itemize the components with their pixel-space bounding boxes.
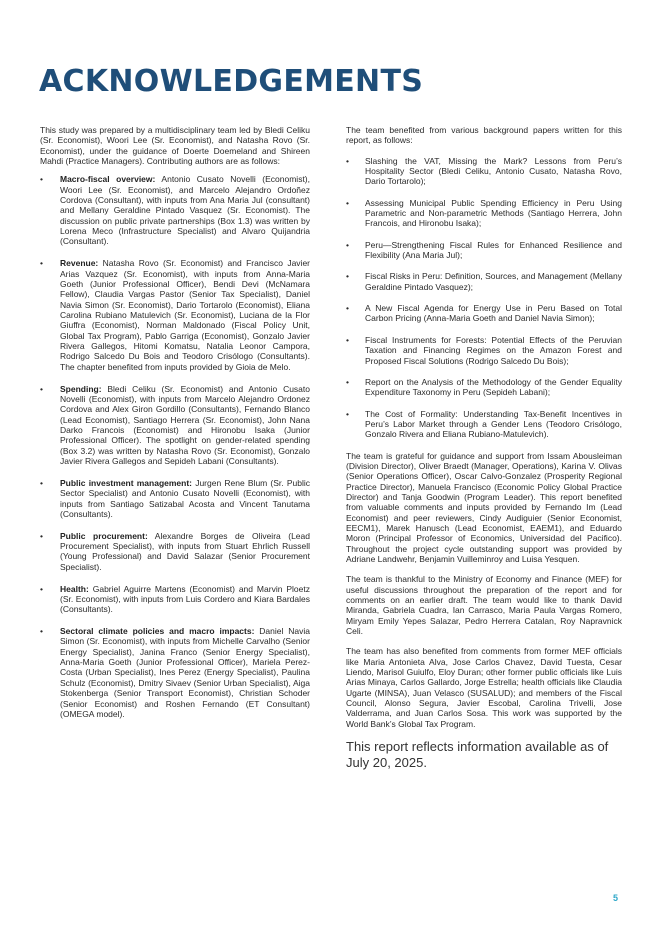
list-item: • Fiscal Risks in Peru: Definition, Sources, and Management (Mellany Geraldine Pintado Vasquez); — [346, 271, 622, 292]
item-text: Natasha Rovo (Sr. Economist) and Francisco Javier Arias Vazquez (Sr. Economist), with inputs from Anna-Maria Goeth (Junior Professional Officer), Bendi Devi (McNamara Fellow), Claudia Vargas Pastor (Senior Tax Specialist), Daniel Navia Simon (Sr. Economist), Dario Tortarolo (Economist), Eliana Carolina Rubiano Matulevich (Sr. Economist), Luciana de la Flor Giuffra (Economist), Norman Maldonado (Fiscal Policy Unit, Global Tax Program), Pablo Garriga (Economist), Gonzalo Javier Rivera Gallegos, Hitomi Komatsu, Natalia Leonor Campora, Rodrigo Salcedo Du Bois and Teodoro Crisólogo (Consultants). The chapter benefited from inputs provided by Gioia de Melo. — [60, 258, 310, 372]
background-papers-list — [346, 156, 622, 440]
item-label: Revenue: — [60, 258, 99, 269]
page-number: 5 — [613, 893, 619, 903]
left-column — [40, 125, 310, 731]
list-item — [40, 478, 310, 519]
list-item: • Assessing Municipal Public Spending Efficiency in Peru Using Parametric and Non-parametric Methods (Santiago Herrera, John Francois, and Hironobu Isaka); — [346, 198, 622, 229]
list-item: • Report on the Analysis of the Methodology of the Gender Equality Expenditure Taxonomy in Peru (Sepideh Labani); — [346, 377, 622, 398]
intro-paragraph: This study was prepared by a multidisciplinary team led by Bledi Celiku (Sr. Economist), Woori Lee (Sr. Economist), and Natasha Rovo (Sr. Economist), under the guidance of Doerte Doemeland and Shireen Mahdi (Practice Managers). Contributing authors are as follows: — [40, 125, 310, 167]
item-label: Spending: — [60, 383, 102, 394]
closing-statement: This report reflects information available as of July 20, 2025. — [346, 739, 609, 771]
papers-intro: The team benefited from various background papers written for this report, as follows: — [346, 125, 622, 146]
item-text: Jurgen Rene Blum (Sr. Public Sector Specialist) and Antonio Cusato Novelli (Economist), with inputs from Santiago Satizabal Acosta and Vincent Tanutama (Consultants). — [60, 477, 310, 519]
item-label: Public investment management: — [60, 477, 193, 488]
guidance-paragraph: The team is grateful for guidance and support from Issam Abousleiman (Division Director), Oliver Braedt (Manager, Operations), Karina V. Olivas (Senior Operations Officer), Oscar Calvo-Gonzalez (Prosperity Regional Practice Director), Manuela Francisco (Economic Policy Global Practice Director) and Tanja Goodwin (Program Leader). This report benefited from valuable comments and inputs provided by Fernando Im (Lead Economist) and peer reviewers, Cindy Audiguier (Senior Economist, EECM1), Marek Hanusch (Lead Economist, EAEM1), and Eduardo Moron (Principal Professor of Economics, Universidad del Pacifico). Throughout the project cycle outstanding support was provided by Adriane Landwehr, Benjamin Vuilleminroy and Luisa Yesquen. — [346, 450, 622, 564]
item-text: Bledi Celiku (Sr. Economist) and Antonio Cusato Novelli (Economist), with inputs from Marcelo Alejandro Ordonez Cordova and Alex Giron Gordillo (Consultants), Fernando Blanco (Lead Economist), Santiago Herrera (Sr. Economist), John Nana Darko Francois (Economist) and Hironobu Isaka (Junior Professional Officer). The spotlight on gender-related spending (Box 3.2) was written by Natasha Rovo (Sr. Economist), Gonzalo Javier Rivera Gallegos and Sepideh Labani (Consultants). — [60, 383, 310, 466]
list-item — [40, 384, 310, 467]
item-label: Macro-fiscal overview: — [60, 174, 156, 185]
page-title: ACKNOWLEDGEMENTS — [39, 64, 424, 99]
list-item — [40, 531, 310, 572]
list-item — [40, 174, 310, 246]
item-text: Alexandre Borges de Oliveira (Lead Procurement Specialist), with inputs from Stuart Ehrlich Russell (Young Professional) and David Salazar (Senior Procurement Specialist). — [60, 530, 310, 572]
item-text: Daniel Navia Simon (Sr. Economist), with inputs from Michelle Carvalho (Senior Energy Specialist), Janina Franco (Senior Energy Specialist), Anna-Maria Goeth (Junior Professional Officer), Mariela Perez-Costa (Urban Specialist), Ines Perez (Energy Specialist), Paulina Schulz (Economist), Dmitry Sivaev (Senior Urban Specialist), Aiga Stokenberga (Senior Transport Economist), Christian Schoder (Senior Economist) and Roshen Fernando (ET Consultant) (OMEGA model). — [60, 626, 310, 719]
list-item: • Fiscal Instruments for Forests: Potential Effects of the Peruvian Taxation and Financing Regimes on the Amazon Forest and Proposed Fiscal Solutions (Rodrigo Salcedo Du Bois); — [346, 335, 622, 366]
contributors-list — [40, 174, 310, 719]
comments-paragraph: The team has also benefited from comments from former MEF officials like Maria Antonieta Alva, Jose Carlos Chavez, David Tuesta, Cesar Liendo, Marisol Guiulfo, Eloy Duran; other former public officials like Luis Arias Minaya, Carlos Gallardo, Jorge Estrella; health officials like Claudia Ugarte (MINSA), Juan Velasco (SUSALUD); and members of the Fiscal Council, Alonso Segura, Javier Escobal, Carolina Trivelli, Jose Valderrama, and Juan Carlos Sosa. This work was supported by the World Bank’s Global Tax Program. — [346, 646, 622, 729]
list-item — [40, 626, 310, 719]
list-item: • Slashing the VAT, Missing the Mark? Lessons from Peru’s Hospitality Sector (Bledi Celiku, Antonio Cusato, Natasha Rovo, Dario Tortarolo); — [346, 156, 622, 187]
list-item — [40, 584, 310, 615]
list-item — [40, 258, 310, 372]
right-column — [346, 125, 622, 781]
item-label: Sectoral climate policies and macro impacts: — [60, 626, 255, 637]
list-item: • A New Fiscal Agenda for Energy Use in Peru Based on Total Carbon Pricing (Anna-Maria Goeth and Daniel Navia Simon); — [346, 303, 622, 324]
item-label: Public procurement: — [60, 530, 148, 541]
list-item: • Peru—Strengthening Fiscal Rules for Enhanced Resilience and Flexibility (Ana Maria Jul); — [346, 240, 622, 261]
list-item: • The Cost of Formality: Understanding Tax-Benefit Incentives in Peru’s Labor Market through a Gender Lens (Teodoro Crisólogo, Gonzalo Rivera and Eliana Rubiano-Matulevich). — [346, 409, 622, 440]
item-text: Gabriel Aguirre Martens (Economist) and Marvin Ploetz (Sr. Economist), with inputs from Luis Cordero and Kiara Bardales (Consultants). — [60, 583, 310, 615]
item-label: Health: — [60, 583, 89, 594]
mef-paragraph: The team is thankful to the Ministry of Economy and Finance (MEF) for useful discussions throughout the preparation of the report and for comments on an earlier draft. The team would like to thank David Miranda, Gabriela Cuadra, Ian Carrasco, Maria Paula Vargas Romero, Miryam Emily Yepes Salazar, Pedro Herrera Catalan, Roy Napravnick Celi. — [346, 574, 622, 637]
item-text: Antonio Cusato Novelli (Economist), Woori Lee (Sr. Economist), and Marcelo Alejandro Ordoñez Cordova (Consultant), with inputs from Ana Maria Jul (consultant) and Mellany Geraldine Pintado Vasquez (Sr. Economist). The discussion on public private partnerships (Box 1.3) was written by Lorena Meco (Infrastructure Specialist) and Alvaro Quijandria (Consultant). — [60, 174, 310, 247]
